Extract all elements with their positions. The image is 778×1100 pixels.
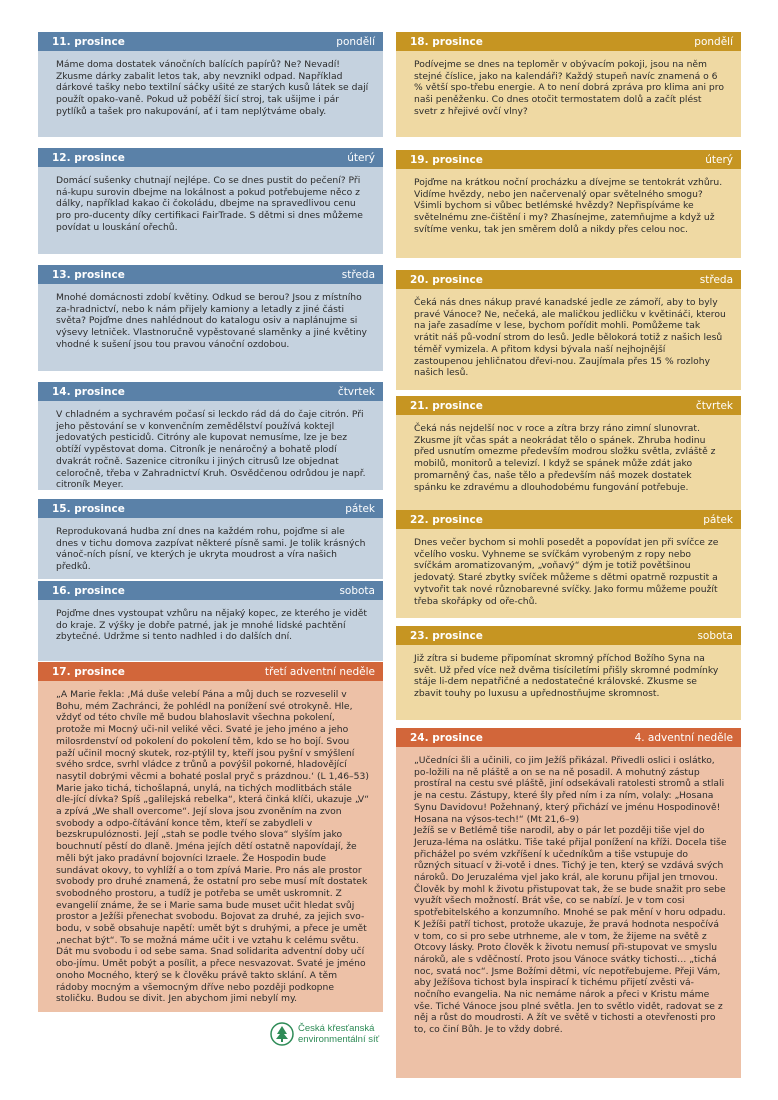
logo-text: Česká křesťanská environmentální síť: [298, 1023, 380, 1045]
card-body: [38, 284, 383, 371]
card-text: Pojďme dnes vystoupat vzhůru na nějaký kopec, ze kterého je vidět do kraje. Z výšky je dobře patrné, jak je mnohé lidské pachtění zbytečné. Udržme si tento nadhled i do dalších dní.: [56, 608, 368, 643]
card-date: 19. prosince: [410, 153, 483, 166]
card-text: V chladném a sychravém počasí si leckdo rád dá do čaje citrón. Při jeho pěstování se v konvenčním zemědělství používá koktejl jedovatých pesticidů. Citróny ale kupovat nemusíme, lze je bez obtíží vypěstovat doma. Citroník je nenáročný a bohatě plodí dvakrát ročně. Sazenice citroníku i jiných citrusů lze objednat celoročně, třeba v Zahradnictví Kruh. Osvědčenou odrůdou je např. citroník Meyer.: [56, 409, 366, 490]
card-body: [38, 167, 383, 254]
card-day: pondělí: [336, 35, 375, 48]
card-text: Čeká nás dnes nákup pravé kanadské jedle ze zámoří, aby to byly pravé Vánoce? Ne, nečeká, ale maličkou jedličku v květináči, kterou na jaře zasadíme v lese, bychom pořídit mohli. Pomůžeme tak vrátit náš pů-vodní strom do lesů. Jedle bělokorá totiž z našich lesů téměř vymizela. A přitom kdysi bývala naší nejhojnější zastoupenou jehličnatou dřevi-nou. Zaujímala přes 15 % rozlohy našich lesů.: [414, 297, 726, 379]
card-body: [396, 747, 741, 1078]
card-day: pondělí: [694, 35, 733, 48]
card-day: sobota: [697, 629, 733, 642]
card-header: [396, 626, 741, 645]
card-dec-23: [396, 626, 741, 720]
card-dec-11: [38, 32, 383, 137]
card-date: 11. prosince: [52, 35, 125, 48]
card-dec-12: [38, 148, 383, 254]
card-text: Pojďme na krátkou noční procházku a dívejme se tentokrát vzhůru. Vidíme hvězdy, nebo jen načervenalý opar světelného smogu? Všimli bychom si vůbec betlémské hvězdy? Nepřispíváme ke světelnému zne-čištění i my? Zhasínejme, zatemňujme a když už svítíme venku, tak jen směrem dolů a nikdy přes celou noc.: [414, 177, 723, 235]
card-dec-17: [38, 662, 383, 1012]
card-text: „Učedníci šli a učinili, co jim Ježíš přikázal. Přivedli oslici i oslátko, po-ložili na ně pláště a on se na ně posadil. A mohutný zástup prostíral na cestu své pláště, jiní odsekávali ratolesti stromů a stlali je na cestu. Zástupy, které šly před ním i za ním, volaly: „Hosana Synu Davidovu! Požehnaný, který přichází ve jménu Hospodinově! Hosana na výsos-tech!“ (Mt 21,6–9) Ježíš se v Betlémě tiše narodil, aby o pár let později tiše vjel do Jeruza-léma na oslátku. Tiše také přijal ponížení na kříži. Docela tiše přichážel po svém vzkříšení k učedníkům a tiše vstupuje do různých situací v ži-votě i dnes. Tichý je ten, který se vzdává svých nároků. Do Jeruzaléma vjel jako král, ale korunu přijal jen trnovou. Člověk by mohl k životu přistupovat tak, že se bude snažit pro sebe využít všech možností. Brát vše, co se nabízí. Je v tom cosi spotřebitelského a konzumního. Mnohé se pak mění v horu odpadu. K Ježíši patří tichost, protože ukazuje, že pravá hodnota nespočívá v tom, co si pro sebe utrhneme, ale v tom, že žijeme na světě z Otcovy lásky. Proto člověk k životu nemusí při-stupovat ve smyslu nároků, ale s vděčností. Proto jsou Vánoce svátky tichosti… „tichá noc, svatá noc“. Jsme Božími dětmi, víc nepotřebujeme. Přeji Vám, aby Ježíšova tichost byla inspirací k tichému přijetí zvěsti vá-nočního evangelia. Na nic nemáme nárok a přeci v Kristu máme vše. Tiché Vánoce jsou plné světla. Jen to světlo vidět, radovat se z něj a růst do moudrosti. A žít ve světě v tichosti a otevřenosti pro to, co činí Bůh. Je to vždy dobré.: [414, 755, 727, 1036]
card-day: čtvrtek: [695, 399, 733, 412]
card-day: sobota: [339, 584, 375, 597]
card-header: [396, 510, 741, 529]
card-day: čtvrtek: [337, 385, 375, 398]
card-header: [38, 32, 383, 51]
card-body: [38, 681, 383, 1012]
card-body: [396, 51, 741, 137]
card-date: 17. prosince: [52, 665, 125, 678]
card-dec-14: [38, 382, 383, 490]
card-header: [396, 728, 741, 747]
card-date: 20. prosince: [410, 273, 483, 286]
card-text: Dnes večer bychom si mohli posedět a popovídat jen při svíčce ze včelího vosku. Vyhneme se svíčkám vyrobeným z ropy nebo svíčkám aromatizovaným, „voňavý“ dým je totiž povětšinou jedovatý. Staré zbytky svíček můžeme s dětmi opatrně rozpustit a vytvořit tak nové různobarevné svíčky. Jako formu můžeme použít třeba skořápky od oře-chů.: [414, 537, 719, 607]
card-dec-20: [396, 270, 741, 390]
card-date: 13. prosince: [52, 268, 125, 281]
card-dec-18: [396, 32, 741, 137]
card-header: [396, 150, 741, 169]
card-text: Již zítra si budeme připomínat skromný příchod Božího Syna na svět. Už před více než dvěma tisíciletími přišly skromné podmínky stáje li-dem nepatřičné a nedostatečné královské. Zkusme se zbavit touhy po luxusu a upřednostňujme skromnost.: [414, 653, 719, 700]
card-body: [396, 415, 741, 516]
card-body: [38, 600, 383, 661]
organization-logo: [270, 1022, 379, 1046]
card-dec-21: [396, 396, 741, 516]
card-header: [396, 32, 741, 51]
card-day: 4. adventní neděle: [634, 731, 733, 744]
card-header: [38, 148, 383, 167]
card-body: [396, 645, 741, 720]
card-day: pátek: [345, 502, 375, 515]
card-dec-15: [38, 499, 383, 579]
card-header: [38, 265, 383, 284]
card-body: [38, 51, 383, 137]
card-body: [38, 518, 383, 579]
card-body: [396, 529, 741, 618]
card-text: Podívejme se dnes na teploměr v obývacím pokoji, jsou na něm stejné číslice, jako na kalendáři? Každý stupeň navíc znamená o 6 % větší spo-třebu energie. A to není dobrá zpráva pro klima ani pro naši peněženku. Co dnes otočit termostatem dolů a začít plést svetr z hřejivé ovčí vlny?: [414, 59, 724, 117]
card-header: [38, 581, 383, 600]
card-header: [38, 382, 383, 401]
card-dec-24: [396, 728, 741, 1078]
card-date: 14. prosince: [52, 385, 125, 398]
card-dec-19: [396, 150, 741, 258]
card-text: Máme doma dostatek vánočních balících papírů? Ne? Nevadí! Zkusme dárky zabalit letos tak, aby nevznikl odpad. Například dárkové tašky nebo textilní sáčky ušité ze starých kusů látek se dají použít opako-vaně. Pokud už poběží šicí stroj, tak ušijme i pár pytlíků a tašek pro nakupování, ať i tam neplýtváme obaly.: [56, 59, 369, 117]
card-date: 16. prosince: [52, 584, 125, 597]
card-date: 24. prosince: [410, 731, 483, 744]
card-date: 15. prosince: [52, 502, 125, 515]
card-header: [38, 662, 383, 681]
card-text: Čeká nás nejdelší noc v roce a zítra brzy ráno zimní slunovrat. Zkusme jít včas spát a neokrádat tělo o spánek. Zhruba hodinu před usnutím omezme především modrou složku světla, zvláště z mobilů, monitorů a televizí. I když se spánek může zdát jako promarněný čas, naše tělo a především náš mozek dostatek spánku ke zdravému a dlouhodobému fungování potřebuje.: [414, 423, 716, 493]
card-body: [396, 289, 741, 390]
card-day: středa: [341, 268, 375, 281]
card-text: Domácí sušenky chutnají nejlépe. Co se dnes pustit do pečení? Při ná-kupu surovin dbejme na lokálnost a pokud potřebujeme něco z dálky, například kakao či čokoládu, dbejme na spravedlivou cenu pro pro-ducenty díky certifikaci FairTrade. S dětmi si dnes můžeme povídat u louskání ořechů.: [56, 175, 363, 233]
card-date: 23. prosince: [410, 629, 483, 642]
card-dec-13: [38, 265, 383, 371]
card-day: úterý: [705, 153, 733, 166]
card-dec-22: [396, 510, 741, 618]
card-date: 18. prosince: [410, 35, 483, 48]
card-text: Mnohé domácnosti zdobí květiny. Odkud se berou? Jsou z místního za-hradnictví, nebo k nám přijely kamiony a letadly z jiné části světa? Pojďme dnes nahlédnout do katalogu osiv a naplánujme si výsevy letniček. Vlastnoručně vypěstované slaměnky a jiné květiny vhodné k sušení jsou tou pravou vánoční ozdobou.: [56, 292, 367, 350]
card-dec-16: [38, 581, 383, 661]
card-day: třetí adventní neděle: [264, 665, 375, 678]
card-header: [38, 499, 383, 518]
card-body: [38, 401, 383, 490]
tree-icon: [270, 1022, 294, 1046]
card-header: [396, 396, 741, 415]
card-body: [396, 169, 741, 258]
card-text: „A Marie řekla: ‚Má duše velebí Pána a můj duch se rozveselil v Bohu, mém Zachránci, že pohlédl na ponížení své otrokyně. Hle, vždyť od této chvíle mě budou blahoslavit všechna pokolení, protože mi Mocný uči-nil veliké věci. Svaté je jeho jméno a jeho milosrdenství od pokolení do pokolení těm, kdo se ho bojí. Svou paží učinil mocný skutek, roz-ptýlil ty, kteří jsou pyšní v smýšlení svého srdce, svrhl vládce z trůnů a povýšil pokorné, hladovějící nasytil dobrými věcmi a bohaté poslal pryč s prázdnou.‘ (L 1,46–53) Marie jako tichá, tichošlapná, unylá, na tichých modlitbách stále dle-jící dívka? Spíš „galilejská rebelka“, která činká klíči, ukazuje „V“ a zpívá „We shall overcome“. Její slova jsou zvoněním na zvon svobody a odpo-čítávání konce těm, kteří se zabydleli v bezskrupulóznosti. Její „stah se podle tvého slova“ slyším jako bouchnutí pěstí do dlaně. Jména jejích dětí ostatně napovídají, že měli být jako pradávní bojovníci Izraele. Že Hospodin bude sundávat okovy, to vyhlíží a o tom zpívá Marie. Pro nás ale prostor svobody pro druhé znamená, že ostatní pro sebe musí mít dostatek svobodného prostoru, a tudíž je potřeba se umět uskromnit. Z evangelií známe, že se i Marie sama bude muset učit hledat svůj prostor a Ježíši přenechat svobodu. Bojovat za druhé, za jejich svo-bodu, v sobě obsahuje napětí: umět být s druhými, a přece je umět „nechat být“. To se možná máme učit i ve vztahu k celému světu. Dát mu svobodu i od sebe sama. Snad solidarita adventní doby učí obo-jímu. Umět pobýt a posílit, a přece nesvazovat. Svaté je jméno onoho Mocného, který se k člověku právě takto sklání. A těm rádoby mocným a všemocným dříve nebo později podkopne stoličku. Budou se divit. Jen abychom jimi nebylí my.: [56, 689, 369, 1005]
card-header: [396, 270, 741, 289]
card-date: 21. prosince: [410, 399, 483, 412]
card-day: středa: [699, 273, 733, 286]
card-date: 12. prosince: [52, 151, 125, 164]
card-text: Reprodukovaná hudba zní dnes na každém rohu, pojďme si ale dnes v tichu domova zazpívat některé písně sami. Je tolik krásných vánoč-ních písní, ve kterých je ukryta moudrost a víra našich předků.: [56, 526, 366, 573]
card-day: úterý: [347, 151, 375, 164]
card-date: 22. prosince: [410, 513, 483, 526]
card-day: pátek: [703, 513, 733, 526]
